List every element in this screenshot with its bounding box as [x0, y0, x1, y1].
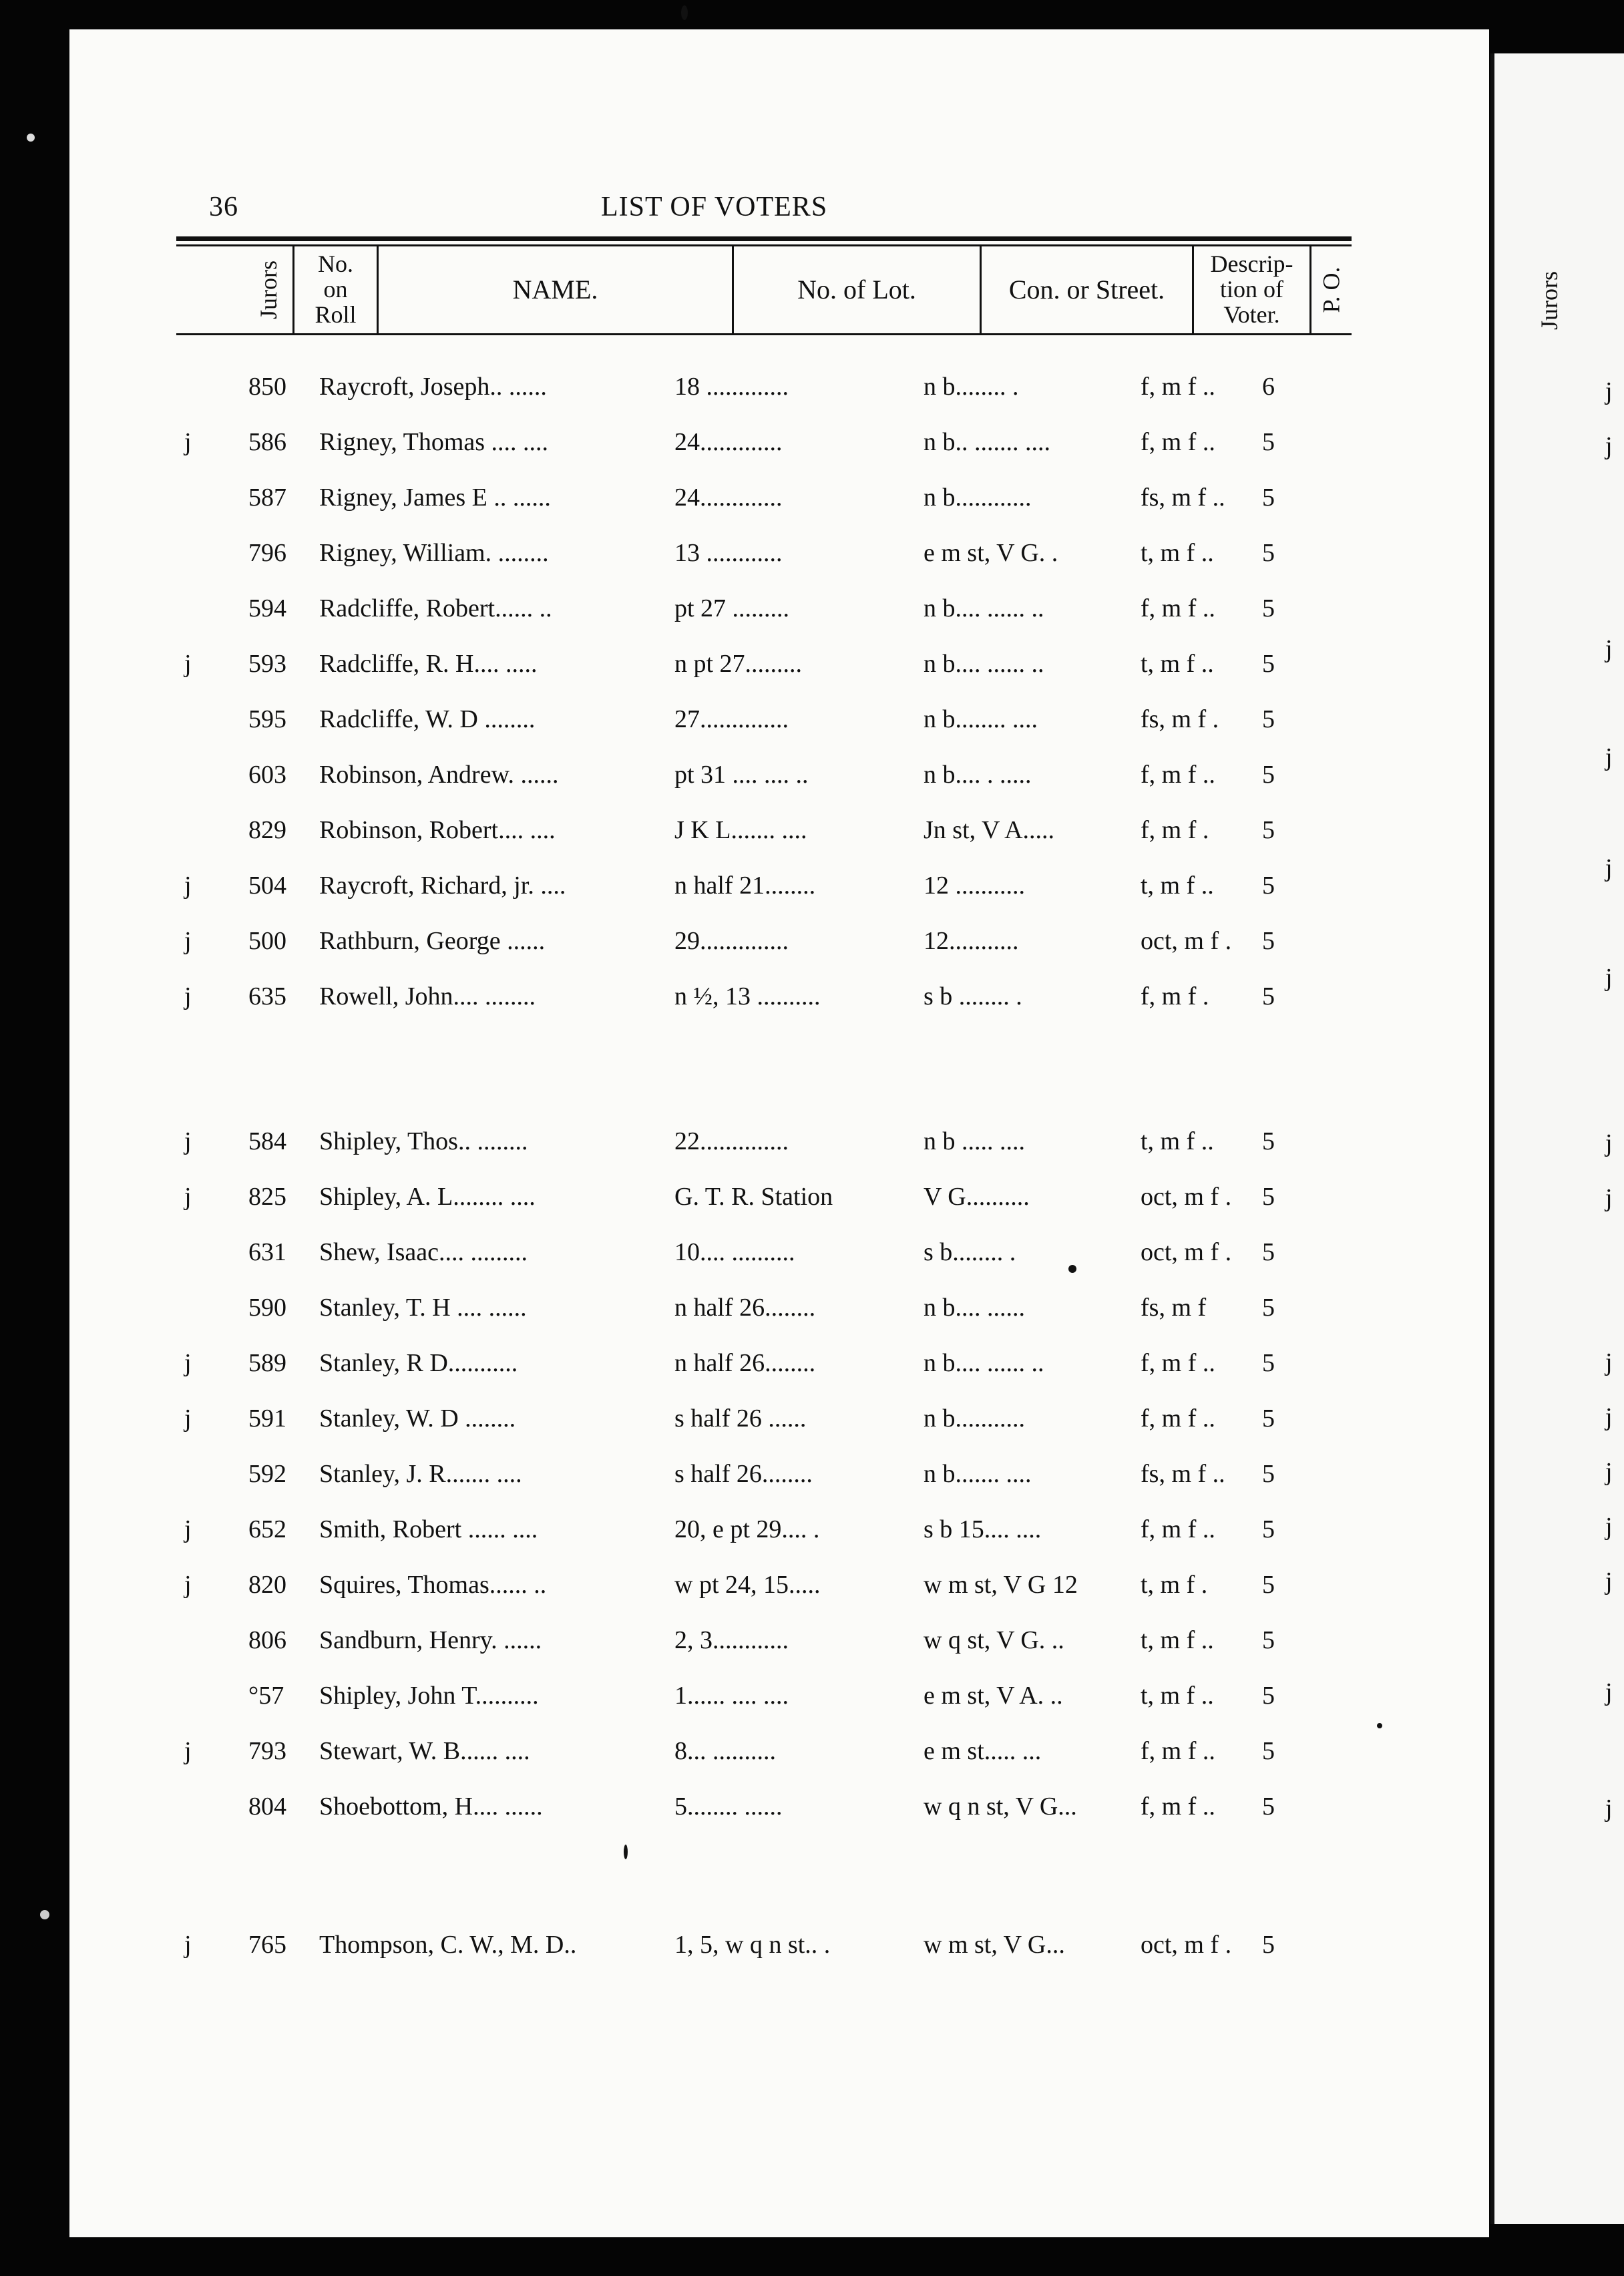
post-office: 5: [1262, 872, 1275, 900]
juror-mark: j: [184, 872, 192, 900]
table-row: [0, 587, 1420, 630]
lot-number: n half 26........: [674, 1349, 816, 1377]
lot-number: 5........ ......: [674, 1792, 783, 1821]
roll-number: 587: [248, 484, 286, 512]
lot-number: 24.............: [674, 484, 783, 512]
voter-description: f, m f ..: [1141, 373, 1215, 401]
table-row: [0, 1923, 1420, 1966]
adjacent-juror-mark: j: [1605, 743, 1613, 771]
voter-name: Robinson, Robert.... ....: [319, 816, 556, 844]
adjacent-juror-mark: j: [1605, 1129, 1613, 1157]
voter-description: f, m f .: [1141, 816, 1209, 844]
concession-street: e m st, V A. ..: [924, 1682, 1063, 1710]
concession-street: s b........ .: [924, 1238, 1016, 1266]
voter-description: f, m f ..: [1141, 1737, 1215, 1765]
table-row: [0, 1231, 1420, 1274]
concession-street: e m st, V G. .: [924, 539, 1058, 567]
table-row: [0, 753, 1420, 796]
scan-speck: [624, 1845, 628, 1859]
voter-name: Shipley, Thos.. ........: [319, 1127, 528, 1155]
voter-description: t, m f .: [1141, 1571, 1208, 1599]
voter-name: Rigney, James E .. ......: [319, 484, 551, 512]
post-office: 5: [1262, 1682, 1275, 1710]
voter-name: Raycroft, Joseph.. ......: [319, 373, 547, 401]
lot-number: 24.............: [674, 428, 783, 456]
header-con-street: Con. or Street.: [1008, 274, 1165, 305]
table-row: [0, 1397, 1420, 1440]
voter-description: oct, m f .: [1141, 927, 1232, 955]
post-office: 5: [1262, 1238, 1275, 1266]
voter-description: t, m f ..: [1141, 650, 1214, 678]
table-row: [0, 809, 1420, 851]
juror-mark: j: [184, 1404, 192, 1433]
adjacent-juror-mark: j: [1605, 1184, 1613, 1212]
post-office: 5: [1262, 650, 1275, 678]
voter-name: Robinson, Andrew. ......: [319, 761, 559, 789]
post-office: 5: [1262, 594, 1275, 622]
header-no-on-roll: No. on Roll: [315, 250, 357, 328]
post-office: 5: [1262, 1515, 1275, 1543]
table-row: [0, 1175, 1420, 1218]
roll-number: 500: [248, 927, 286, 955]
adjacent-juror-mark: j: [1605, 1458, 1613, 1486]
lot-number: pt 31 .... .... ..: [674, 761, 809, 789]
table-row: [0, 532, 1420, 574]
voter-description: f, m f .: [1141, 982, 1209, 1010]
scan-speck: [1377, 1723, 1382, 1728]
lot-number: 20, e pt 29.... .: [674, 1515, 820, 1543]
table-row: [0, 1619, 1420, 1662]
voter-name: Squires, Thomas...... ..: [319, 1571, 547, 1599]
post-office: 5: [1262, 1294, 1275, 1322]
concession-street: 12...........: [924, 927, 1019, 955]
adjacent-juror-mark: j: [1605, 377, 1613, 405]
roll-number: 593: [248, 650, 286, 678]
roll-number: 584: [248, 1127, 286, 1155]
table-row: [0, 476, 1420, 519]
post-office: 5: [1262, 1404, 1275, 1433]
table-row: [0, 698, 1420, 741]
lot-number: n half 26........: [674, 1294, 816, 1322]
lot-number: w pt 24, 15.....: [674, 1571, 821, 1599]
voter-description: t, m f ..: [1141, 1626, 1214, 1654]
concession-street: n b....... ....: [924, 1460, 1032, 1488]
adjacent-page-jurors-header: Jurors: [1536, 271, 1563, 330]
concession-street: n b.... ...... ..: [924, 594, 1044, 622]
concession-street: w q n st, V G...: [924, 1792, 1077, 1821]
roll-number: 796: [248, 539, 286, 567]
voter-name: Stanley, J. R....... ....: [319, 1460, 522, 1488]
scan-speck: [27, 134, 35, 142]
voter-name: Stewart, W. B...... ....: [319, 1737, 530, 1765]
table-row: [0, 975, 1420, 1018]
voter-description: oct, m f .: [1141, 1238, 1232, 1266]
juror-mark: j: [184, 1183, 192, 1211]
juror-mark: j: [184, 1127, 192, 1155]
post-office: 5: [1262, 1460, 1275, 1488]
table-row: [0, 365, 1420, 408]
juror-mark: j: [184, 1571, 192, 1599]
roll-number: 635: [248, 982, 286, 1010]
concession-street: 12 ...........: [924, 872, 1025, 900]
post-office: 5: [1262, 539, 1275, 567]
lot-number: 27..............: [674, 705, 789, 733]
voter-name: Rathburn, George ......: [319, 927, 546, 955]
concession-street: n b........ .: [924, 373, 1019, 401]
roll-number: 825: [248, 1183, 286, 1211]
concession-street: s b ........ .: [924, 982, 1022, 1010]
header-po: P. O.: [1318, 266, 1345, 313]
lot-number: 2, 3............: [674, 1626, 789, 1654]
juror-mark: j: [184, 1737, 192, 1765]
table-row: [0, 1453, 1420, 1495]
adjacent-juror-mark: j: [1605, 635, 1613, 663]
juror-mark: j: [184, 1349, 192, 1377]
concession-street: n b.... . .....: [924, 761, 1032, 789]
concession-street: V G..........: [924, 1183, 1030, 1211]
juror-mark: j: [184, 1931, 192, 1959]
roll-number: 603: [248, 761, 286, 789]
post-office: 5: [1262, 1571, 1275, 1599]
roll-number: 594: [248, 594, 286, 622]
adjacent-juror-mark: j: [1605, 854, 1613, 882]
adjacent-juror-mark: j: [1605, 1567, 1613, 1595]
roll-number: 591: [248, 1404, 286, 1433]
header-rule-bottom: [176, 333, 1352, 335]
lot-number: 22..............: [674, 1127, 789, 1155]
lot-number: 1...... .... ....: [674, 1682, 789, 1710]
lot-number: 10.... ..........: [674, 1238, 795, 1266]
voter-description: t, m f ..: [1141, 1127, 1214, 1155]
table-row: [0, 1563, 1420, 1606]
lot-number: n ½, 13 ..........: [674, 982, 821, 1010]
juror-mark: j: [184, 982, 192, 1010]
adjacent-juror-mark: j: [1605, 964, 1613, 992]
adjacent-juror-mark: j: [1605, 1403, 1613, 1431]
post-office: 6: [1262, 373, 1275, 401]
voter-description: oct, m f .: [1141, 1183, 1232, 1211]
post-office: 5: [1262, 1127, 1275, 1155]
voter-description: f, m f ..: [1141, 428, 1215, 456]
page-title: LIST OF VOTERS: [601, 192, 828, 222]
post-office: 5: [1262, 1792, 1275, 1821]
table-row: [0, 642, 1420, 685]
lot-number: 13 ............: [674, 539, 783, 567]
post-office: 5: [1262, 1626, 1275, 1654]
voter-name: Shipley, John T..........: [319, 1682, 539, 1710]
post-office: 5: [1262, 982, 1275, 1010]
header-jurors: Jurors: [255, 260, 282, 319]
voter-name: Stanley, R D...........: [319, 1349, 518, 1377]
voter-name: Smith, Robert ...... ....: [319, 1515, 538, 1543]
concession-street: n b.... ...... ..: [924, 1349, 1044, 1377]
lot-number: s half 26........: [674, 1460, 813, 1488]
concession-street: w m st, V G...: [924, 1931, 1065, 1959]
post-office: 5: [1262, 816, 1275, 844]
scan-speck: [40, 1910, 49, 1919]
voter-name: Radcliffe, W. D ........: [319, 705, 536, 733]
concession-street: e m st..... ...: [924, 1737, 1042, 1765]
voter-description: f, m f ..: [1141, 594, 1215, 622]
voter-description: f, m f ..: [1141, 1349, 1215, 1377]
lot-number: pt 27 .........: [674, 594, 790, 622]
voter-description: fs, m f ..: [1141, 484, 1225, 512]
voter-description: t, m f ..: [1141, 1682, 1214, 1710]
post-office: 5: [1262, 1931, 1275, 1959]
roll-number: 829: [248, 816, 286, 844]
table-row: [0, 421, 1420, 463]
voter-name: Shoebottom, H.... ......: [319, 1792, 543, 1821]
table-row: [0, 1120, 1420, 1163]
roll-number: 590: [248, 1294, 286, 1322]
voter-description: t, m f ..: [1141, 539, 1214, 567]
voter-description: fs, m f .: [1141, 705, 1219, 733]
scan-speck: [1068, 1265, 1076, 1273]
table-row: [0, 1342, 1420, 1384]
table-row: [0, 1674, 1420, 1717]
adjacent-juror-mark: j: [1605, 1513, 1613, 1541]
lot-number: n pt 27.........: [674, 650, 803, 678]
concession-street: n b.. ....... ....: [924, 428, 1050, 456]
roll-number: 586: [248, 428, 286, 456]
table-row: [0, 1286, 1420, 1329]
post-office: 5: [1262, 484, 1275, 512]
lot-number: J K L....... ....: [674, 816, 807, 844]
post-office: 5: [1262, 927, 1275, 955]
lot-number: 1, 5, w q n st.. .: [674, 1931, 831, 1959]
voter-name: Sandburn, Henry. ......: [319, 1626, 542, 1654]
voter-name: Shipley, A. L........ ....: [319, 1183, 536, 1211]
voter-description: f, m f ..: [1141, 1515, 1215, 1543]
roll-number: 765: [248, 1931, 286, 1959]
voter-description: t, m f ..: [1141, 872, 1214, 900]
lot-number: 18 .............: [674, 373, 789, 401]
juror-mark: j: [184, 650, 192, 678]
table-row: [0, 1730, 1420, 1772]
roll-number: 850: [248, 373, 286, 401]
lot-number: 29..............: [674, 927, 789, 955]
header-name: NAME.: [512, 274, 598, 305]
voter-name: Rowell, John.... ........: [319, 982, 536, 1010]
juror-mark: j: [184, 1515, 192, 1543]
adjacent-juror-mark: j: [1605, 1678, 1613, 1706]
post-office: 5: [1262, 1737, 1275, 1765]
voter-name: Shew, Isaac.... .........: [319, 1238, 528, 1266]
lot-number: 8... ..........: [674, 1737, 776, 1765]
voter-description: fs, m f ..: [1141, 1460, 1225, 1488]
concession-street: w q st, V G. ..: [924, 1626, 1064, 1654]
table-row: [0, 1785, 1420, 1828]
voter-name: Thompson, C. W., M. D..: [319, 1931, 577, 1959]
concession-street: n b.... ...... ..: [924, 650, 1044, 678]
table-row: [0, 864, 1420, 907]
voter-name: Stanley, W. D ........: [319, 1404, 516, 1433]
post-office: 5: [1262, 428, 1275, 456]
post-office: 5: [1262, 1349, 1275, 1377]
adjacent-juror-mark: j: [1605, 1794, 1613, 1823]
voter-description: fs, m f: [1141, 1294, 1207, 1322]
lot-number: s half 26 ......: [674, 1404, 807, 1433]
concession-street: n b...........: [924, 1404, 1025, 1433]
lot-number: G. T. R. Station: [674, 1183, 833, 1211]
concession-street: w m st, V G 12: [924, 1571, 1078, 1599]
adjacent-juror-mark: j: [1605, 1348, 1613, 1376]
roll-number: 806: [248, 1626, 286, 1654]
voter-description: f, m f ..: [1141, 1404, 1215, 1433]
lot-number: n half 21........: [674, 872, 816, 900]
adjacent-juror-mark: j: [1605, 432, 1613, 460]
roll-number: 589: [248, 1349, 286, 1377]
voter-description: f, m f ..: [1141, 1792, 1215, 1821]
voter-name: Raycroft, Richard, jr. ....: [319, 872, 566, 900]
table-row: [0, 1508, 1420, 1551]
roll-number: 631: [248, 1238, 286, 1266]
concession-street: n b.... ......: [924, 1294, 1025, 1322]
header-lot: No. of Lot.: [797, 274, 916, 305]
table-row: [0, 920, 1420, 962]
header-description: Descrip- tion of Voter.: [1210, 250, 1293, 328]
concession-street: n b ..... ....: [924, 1127, 1025, 1155]
post-office: 5: [1262, 761, 1275, 789]
scan-speck: [681, 5, 688, 20]
post-office: 5: [1262, 705, 1275, 733]
roll-number: 652: [248, 1515, 286, 1543]
roll-number: 804: [248, 1792, 286, 1821]
roll-number: °57: [248, 1682, 284, 1710]
concession-street: Jn st, V A.....: [924, 816, 1055, 844]
page-number: 36: [209, 192, 238, 222]
juror-mark: j: [184, 927, 192, 955]
roll-number: 595: [248, 705, 286, 733]
voter-name: Stanley, T. H .... ......: [319, 1294, 527, 1322]
post-office: 5: [1262, 1183, 1275, 1211]
concession-street: n b............: [924, 484, 1032, 512]
voter-name: Radcliffe, R. H.... .....: [319, 650, 538, 678]
voter-name: Radcliffe, Robert...... ..: [319, 594, 552, 622]
voter-description: oct, m f .: [1141, 1931, 1232, 1959]
juror-mark: j: [184, 428, 192, 456]
roll-number: 592: [248, 1460, 286, 1488]
voter-description: f, m f ..: [1141, 761, 1215, 789]
voter-name: Rigney, William. ........: [319, 539, 549, 567]
roll-number: 820: [248, 1571, 286, 1599]
concession-street: s b 15.... ....: [924, 1515, 1042, 1543]
concession-street: n b........ ....: [924, 705, 1038, 733]
voter-name: Rigney, Thomas .... ....: [319, 428, 549, 456]
roll-number: 504: [248, 872, 286, 900]
header-rule-thick: [176, 236, 1352, 241]
roll-number: 793: [248, 1737, 286, 1765]
adjacent-page-edge: [1490, 53, 1624, 2224]
